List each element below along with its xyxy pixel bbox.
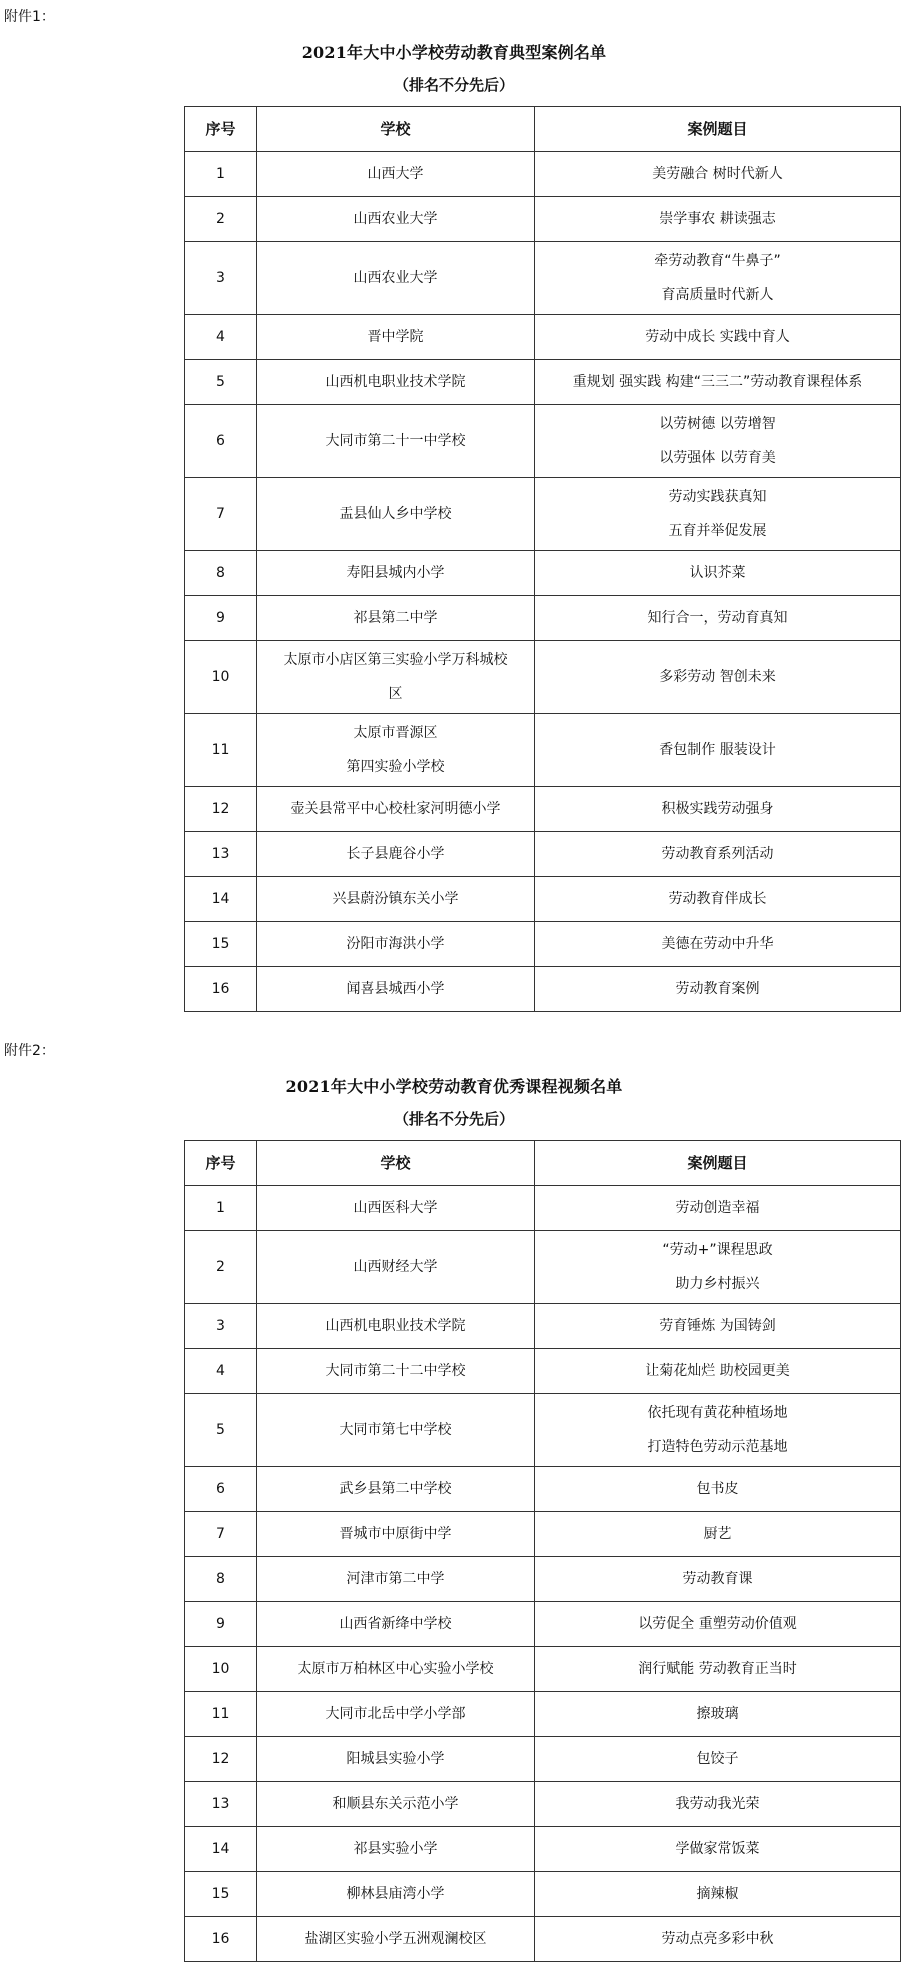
school-name-line: 山西农业大学 — [353, 211, 438, 227]
school-name-line: 太原市万柏林区中心实验小学校 — [297, 1661, 494, 1677]
school-name — [257, 1394, 535, 1467]
case-title — [535, 152, 901, 197]
table-row — [185, 1827, 901, 1872]
row-number: 4 — [185, 1349, 257, 1394]
header-title: 案例题目 — [535, 107, 901, 152]
row-number: 2 — [185, 1231, 257, 1304]
annex2-subtitle: （排名不分先后） — [393, 1110, 514, 1128]
table-row — [185, 551, 901, 596]
row-number: 3 — [185, 1304, 257, 1349]
school-name — [257, 1467, 535, 1512]
case-title-line: 美德在劳动中升华 — [661, 936, 774, 952]
school-name-line: 晋中学院 — [367, 329, 424, 345]
annex1-subtitle: （排名不分先后） — [393, 76, 514, 94]
case-title-line: 依托现有黄花种植场地 — [647, 1405, 788, 1421]
annex1-table — [184, 106, 901, 1012]
header-school: 学校 — [257, 1141, 535, 1186]
table-row — [185, 1872, 901, 1917]
table-row — [185, 1917, 901, 1962]
case-title — [535, 1692, 901, 1737]
case-title — [535, 787, 901, 832]
case-title-line: 劳动教育伴成长 — [668, 891, 767, 907]
row-number: 16 — [185, 967, 257, 1012]
annex2-table — [184, 1140, 901, 1962]
case-title-line: 劳动教育系列活动 — [661, 846, 774, 862]
table-header-row — [185, 1141, 901, 1186]
row-number: 6 — [185, 1467, 257, 1512]
school-name — [257, 877, 535, 922]
school-name-line: 晋城市中原街中学 — [339, 1526, 452, 1542]
school-name-line: 太原市小店区第三实验小学万科城校 — [283, 652, 508, 668]
table-row — [185, 714, 901, 787]
row-number: 7 — [185, 1512, 257, 1557]
case-title — [535, 1602, 901, 1647]
school-name-line: 武乡县第二中学校 — [339, 1481, 452, 1497]
case-title-line: 劳动创造幸福 — [675, 1200, 760, 1216]
case-title — [535, 877, 901, 922]
case-title — [535, 1467, 901, 1512]
school-name-line: 柳林县庙湾小学 — [346, 1886, 445, 1902]
school-name-line: 大同市第七中学校 — [339, 1422, 452, 1438]
school-name — [257, 832, 535, 877]
school-name-line: 大同市第二十一中学校 — [325, 433, 466, 449]
case-title-line: 学做家常饭菜 — [675, 1841, 760, 1857]
case-title-line: “劳动+”课程思政 — [662, 1242, 773, 1258]
case-title — [535, 1917, 901, 1962]
table-row — [185, 1602, 901, 1647]
case-title — [535, 551, 901, 596]
school-name — [257, 1917, 535, 1962]
table-row — [185, 152, 901, 197]
school-name — [257, 197, 535, 242]
case-title — [535, 1872, 901, 1917]
case-title-line: 摘辣椒 — [696, 1886, 739, 1902]
row-number: 3 — [185, 242, 257, 315]
row-number: 7 — [185, 478, 257, 551]
school-name-line: 山西医科大学 — [353, 1200, 438, 1216]
case-title-line: 擦玻璃 — [696, 1706, 739, 1722]
school-name — [257, 714, 535, 787]
school-name-line: 长子县鹿谷小学 — [346, 846, 445, 862]
case-title — [535, 1304, 901, 1349]
case-title-line: 多彩劳动 智创未来 — [659, 669, 776, 685]
school-name — [257, 1647, 535, 1692]
school-name-line: 第四实验小学校 — [346, 759, 445, 775]
case-title — [535, 478, 901, 551]
case-title — [535, 1512, 901, 1557]
table-row — [185, 1394, 901, 1467]
case-title — [535, 242, 901, 315]
row-number: 2 — [185, 197, 257, 242]
case-title-line: 劳动中成长 实践中育人 — [645, 329, 790, 345]
row-number: 8 — [185, 1557, 257, 1602]
school-name — [257, 641, 535, 714]
case-title-line: 厨艺 — [703, 1526, 732, 1542]
case-title-line: 牵劳动教育“牛鼻子” — [654, 253, 781, 269]
school-name — [257, 1557, 535, 1602]
school-name — [257, 551, 535, 596]
school-name-line: 祁县实验小学 — [353, 1841, 438, 1857]
school-name — [257, 405, 535, 478]
case-title — [535, 405, 901, 478]
table-header-row — [185, 107, 901, 152]
school-name — [257, 1782, 535, 1827]
case-title-line: 我劳动我光荣 — [675, 1796, 760, 1812]
header-no: 序号 — [185, 107, 257, 152]
table-row — [185, 596, 901, 641]
table-row — [185, 405, 901, 478]
school-name-line: 山西大学 — [367, 166, 424, 182]
case-title — [535, 1557, 901, 1602]
table-row — [185, 1349, 901, 1394]
school-name — [257, 1872, 535, 1917]
table-row — [185, 1467, 901, 1512]
case-title-line: 以劳促全 重塑劳动价值观 — [638, 1616, 797, 1632]
annex1-label: 附件1： — [4, 9, 55, 25]
case-title-line: 助力乡村振兴 — [675, 1276, 760, 1292]
case-title-line: 五育并举促发展 — [668, 523, 767, 539]
school-name — [257, 315, 535, 360]
case-title-line: 劳育锤炼 为国铸剑 — [659, 1318, 776, 1334]
header-title: 案例题目 — [535, 1141, 901, 1186]
school-name-line: 大同市北岳中学小学部 — [325, 1706, 466, 1722]
school-name-line: 山西机电职业技术学院 — [325, 1318, 466, 1334]
annex2-label: 附件2： — [4, 1043, 55, 1059]
case-title — [535, 1186, 901, 1231]
school-name-line: 壶关县常平中心校杜家河明德小学 — [290, 801, 501, 817]
case-title-line: 育高质量时代新人 — [661, 287, 774, 303]
row-number: 1 — [185, 152, 257, 197]
table-row — [185, 242, 901, 315]
case-title — [535, 596, 901, 641]
table-row — [185, 1304, 901, 1349]
case-title-line: 重规划 强实践 构建“三三二”劳动教育课程体系 — [572, 374, 863, 390]
case-title-line: 积极实践劳动强身 — [661, 801, 774, 817]
table-row — [185, 478, 901, 551]
case-title — [535, 922, 901, 967]
case-title — [535, 1231, 901, 1304]
table-row — [185, 1737, 901, 1782]
school-name-line: 山西省新绛中学校 — [339, 1616, 452, 1632]
row-number: 13 — [185, 832, 257, 877]
header-school: 学校 — [257, 107, 535, 152]
row-number: 14 — [185, 1827, 257, 1872]
school-name-line: 太原市晋源区 — [353, 725, 438, 741]
row-number: 14 — [185, 877, 257, 922]
annex1-table-body — [185, 152, 901, 1012]
case-title-line: 打造特色劳动示范基地 — [647, 1439, 788, 1455]
case-title — [535, 315, 901, 360]
row-number: 15 — [185, 922, 257, 967]
case-title-line: 知行合一，劳动育真知 — [647, 610, 788, 626]
school-name — [257, 1186, 535, 1231]
school-name-line: 阳城县实验小学 — [346, 1751, 445, 1767]
annex2-title: 2021年大中小学校劳动教育优秀课程视频名单 — [285, 1077, 623, 1096]
table-row — [185, 1557, 901, 1602]
school-name — [257, 1231, 535, 1304]
table-row — [185, 197, 901, 242]
table-row — [185, 1692, 901, 1737]
case-title — [535, 967, 901, 1012]
row-number: 12 — [185, 787, 257, 832]
school-name — [257, 1827, 535, 1872]
table-row — [185, 315, 901, 360]
table-row — [185, 1231, 901, 1304]
school-name — [257, 242, 535, 315]
case-title — [535, 714, 901, 787]
row-number: 11 — [185, 1692, 257, 1737]
row-number: 16 — [185, 1917, 257, 1962]
table-row — [185, 1512, 901, 1557]
case-title — [535, 1782, 901, 1827]
row-number: 10 — [185, 1647, 257, 1692]
school-name-line: 区 — [388, 686, 403, 702]
school-name-line: 兴县蔚汾镇东关小学 — [332, 891, 459, 907]
table-row — [185, 641, 901, 714]
row-number: 9 — [185, 1602, 257, 1647]
row-number: 1 — [185, 1186, 257, 1231]
row-number: 9 — [185, 596, 257, 641]
annex1-title: 2021年大中小学校劳动教育典型案例名单 — [301, 43, 607, 62]
row-number: 10 — [185, 641, 257, 714]
case-title-line: 崇学事农 耕读强志 — [659, 211, 776, 227]
case-title — [535, 1349, 901, 1394]
table-row — [185, 1647, 901, 1692]
table-row — [185, 787, 901, 832]
case-title-line: 美劳融合 树时代新人 — [652, 166, 783, 182]
table-row — [185, 1782, 901, 1827]
case-title-line: 劳动点亮多彩中秋 — [661, 1931, 774, 1947]
school-name — [257, 1602, 535, 1647]
school-name — [257, 967, 535, 1012]
case-title — [535, 1737, 901, 1782]
school-name — [257, 1304, 535, 1349]
school-name — [257, 1737, 535, 1782]
school-name-line: 大同市第二十二中学校 — [325, 1363, 466, 1379]
case-title-line: 认识芥菜 — [689, 565, 746, 581]
school-name — [257, 1512, 535, 1557]
case-title-line: 香包制作 服装设计 — [659, 742, 776, 758]
school-name-line: 汾阳市海洪小学 — [346, 936, 445, 952]
header-no: 序号 — [185, 1141, 257, 1186]
case-title — [535, 1827, 901, 1872]
row-number: 5 — [185, 1394, 257, 1467]
row-number: 6 — [185, 405, 257, 478]
school-name — [257, 1692, 535, 1737]
case-title-line: 劳动教育课 — [682, 1571, 753, 1587]
table-row — [185, 877, 901, 922]
school-name-line: 盂县仙人乡中学校 — [339, 506, 452, 522]
school-name-line: 闻喜县城西小学 — [346, 981, 445, 997]
school-name — [257, 787, 535, 832]
table-row — [185, 832, 901, 877]
case-title — [535, 360, 901, 405]
case-title-line: 以劳树德 以劳增智 — [659, 416, 776, 432]
school-name — [257, 152, 535, 197]
case-title-line: 包饺子 — [696, 1751, 739, 1767]
school-name — [257, 360, 535, 405]
school-name — [257, 922, 535, 967]
row-number: 8 — [185, 551, 257, 596]
case-title-line: 劳动教育案例 — [675, 981, 760, 997]
case-title — [535, 832, 901, 877]
school-name-line: 山西财经大学 — [353, 1259, 438, 1275]
row-number: 11 — [185, 714, 257, 787]
annex2-table-body — [185, 1186, 901, 1962]
row-number: 13 — [185, 1782, 257, 1827]
case-title — [535, 641, 901, 714]
case-title-line: 包书皮 — [696, 1481, 739, 1497]
case-title — [535, 1647, 901, 1692]
case-title — [535, 197, 901, 242]
row-number: 15 — [185, 1872, 257, 1917]
table-row — [185, 360, 901, 405]
table-row — [185, 1186, 901, 1231]
table-row — [185, 922, 901, 967]
school-name — [257, 596, 535, 641]
school-name-line: 河津市第二中学 — [346, 1571, 445, 1587]
school-name-line: 祁县第二中学 — [353, 610, 438, 626]
school-name-line: 山西机电职业技术学院 — [325, 374, 466, 390]
case-title-line: 以劳强体 以劳育美 — [659, 450, 776, 466]
school-name-line: 和顺县东关示范小学 — [332, 1796, 459, 1812]
school-name-line: 寿阳县城内小学 — [346, 565, 445, 581]
row-number: 12 — [185, 1737, 257, 1782]
school-name-line: 山西农业大学 — [353, 270, 438, 286]
row-number: 5 — [185, 360, 257, 405]
case-title-line: 劳动实践获真知 — [668, 489, 767, 505]
school-name — [257, 1349, 535, 1394]
school-name-line: 盐湖区实验小学五洲观澜校区 — [304, 1931, 487, 1947]
case-title-line: 润行赋能 劳动教育正当时 — [638, 1661, 797, 1677]
table-row — [185, 967, 901, 1012]
row-number: 4 — [185, 315, 257, 360]
case-title — [535, 1394, 901, 1467]
school-name — [257, 478, 535, 551]
case-title-line: 让菊花灿烂 助校园更美 — [645, 1363, 790, 1379]
